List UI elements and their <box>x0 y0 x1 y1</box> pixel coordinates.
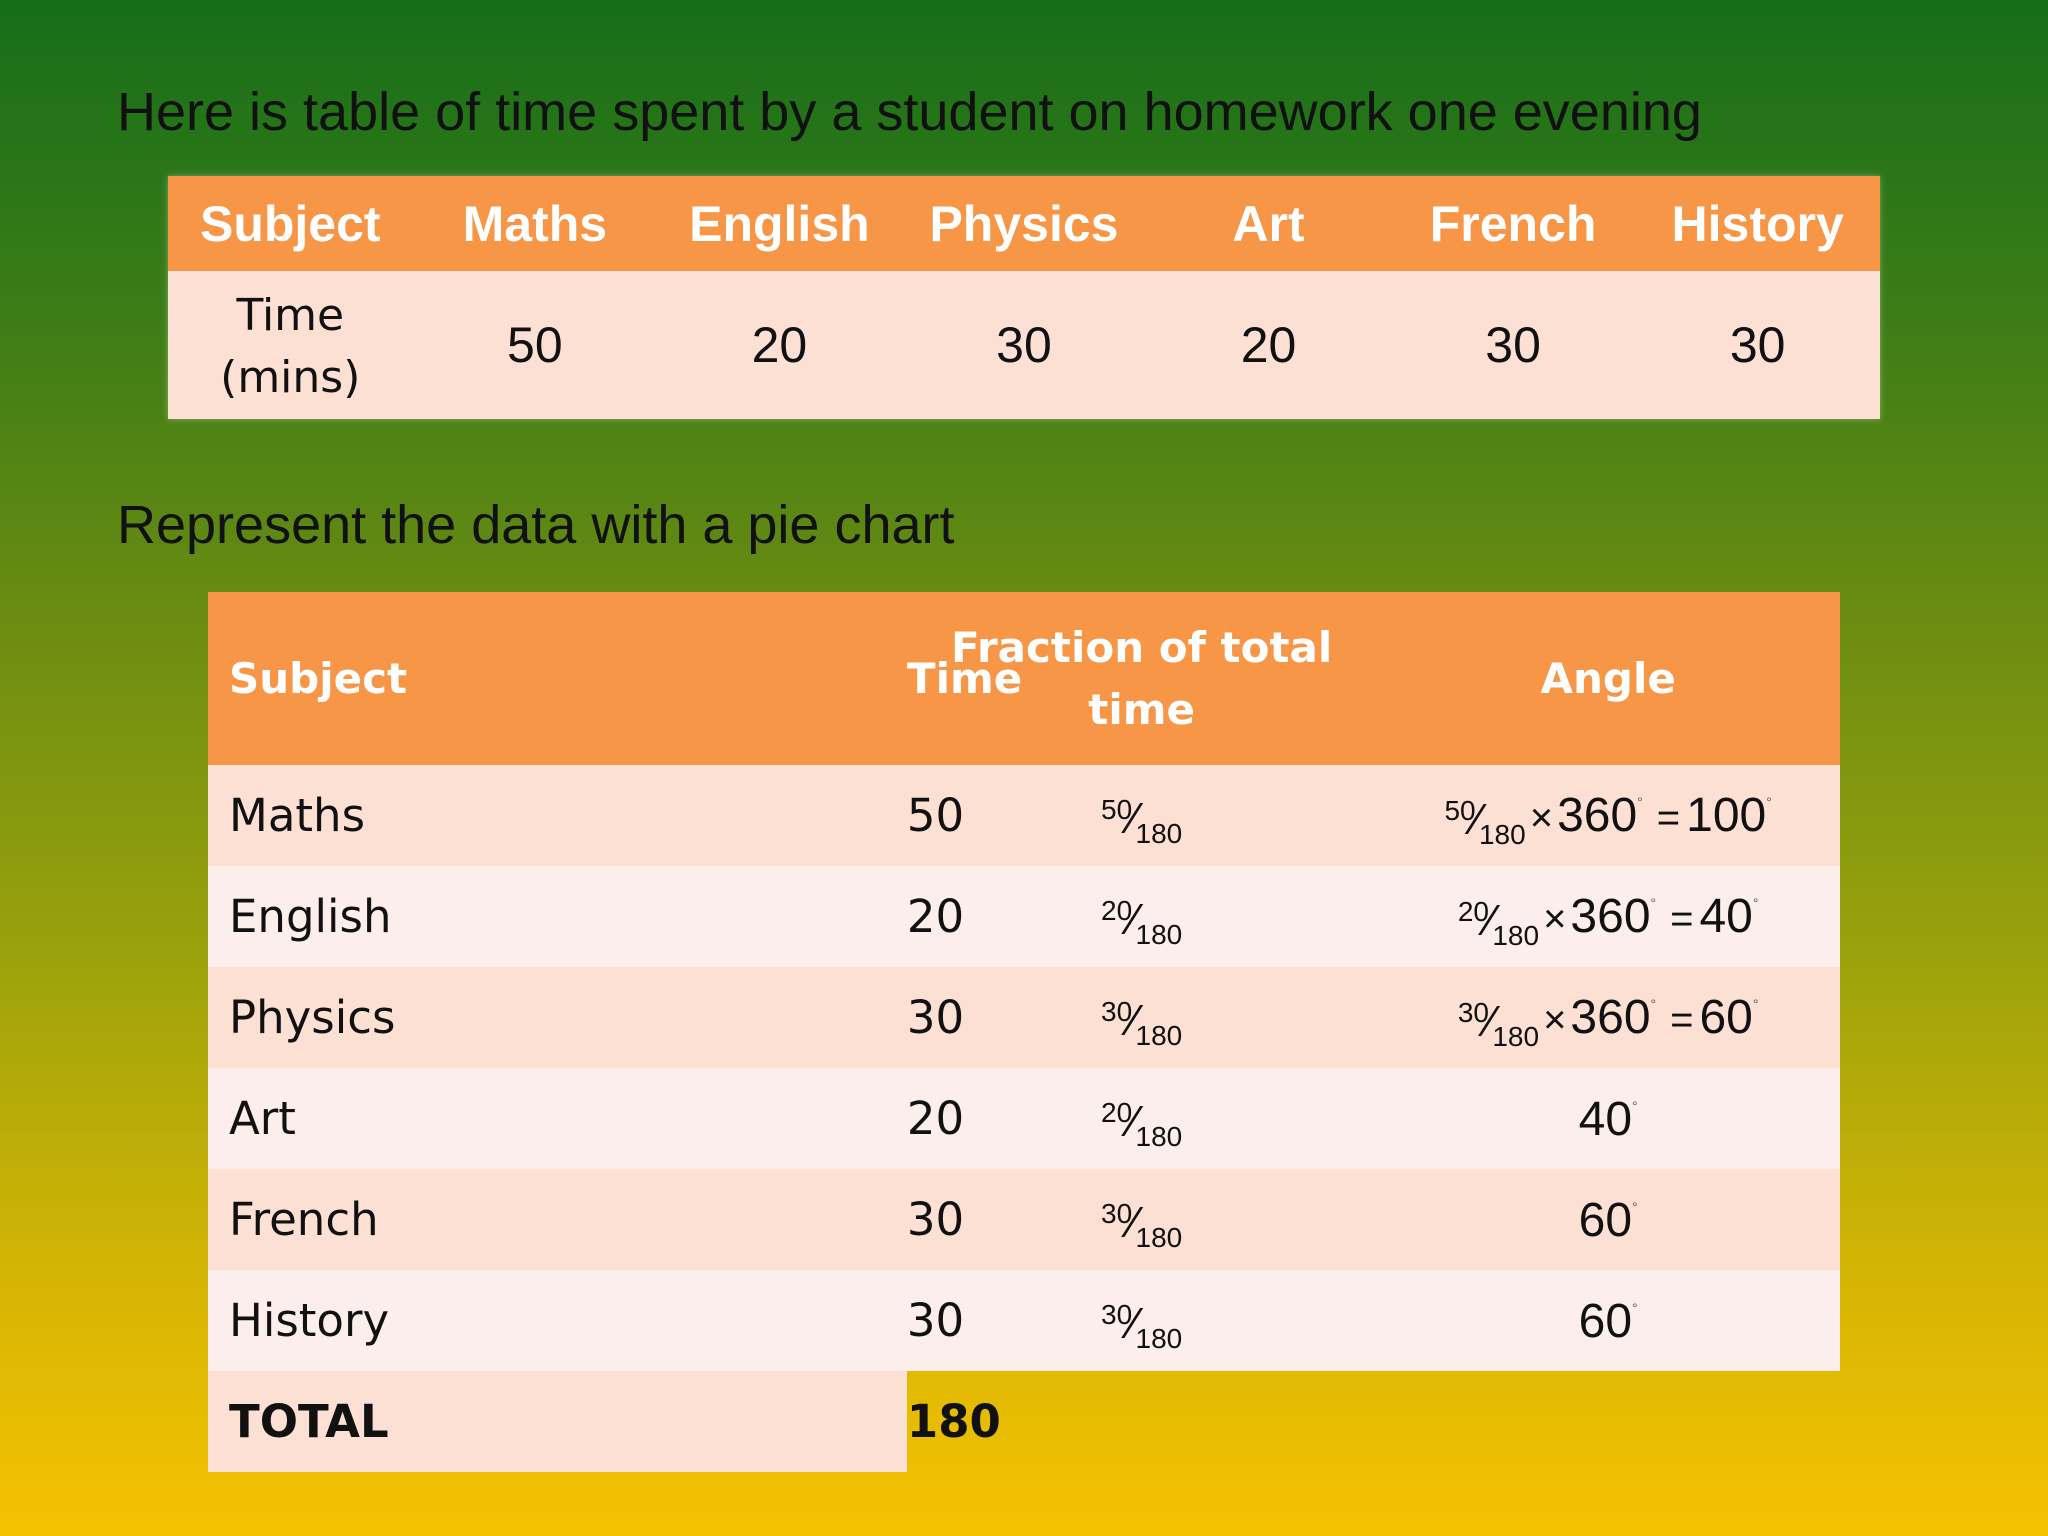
multiply-sign: × <box>1543 997 1567 1042</box>
fraction <box>1101 792 1183 849</box>
subject-header-english: English <box>657 176 902 271</box>
fraction-numerator: 20 <box>1101 1096 1133 1128</box>
time-value-art: 20 <box>1146 271 1391 419</box>
fraction-denominator: 180 <box>1135 1221 1183 1253</box>
calc-cell-angle <box>1376 1169 1840 1270</box>
degree-symbol: ° <box>1766 793 1772 810</box>
pie-chart-calculation-table <box>208 592 1840 1472</box>
angle-value <box>1579 1193 1638 1248</box>
degree-symbol: ° <box>1650 894 1657 911</box>
calc-cell-subject: History <box>208 1270 907 1371</box>
fraction-slash: ⁄ <box>1473 794 1481 844</box>
degree-symbol: ° <box>1637 793 1643 810</box>
degree-symbol: ° <box>1632 1300 1638 1317</box>
fraction-slash: ⁄ <box>1130 1096 1138 1146</box>
calc-header-angle: Angle <box>1376 592 1840 765</box>
degree-symbol: ° <box>1752 894 1759 911</box>
fraction-denominator: 180 <box>1135 817 1183 849</box>
calc-cell-angle <box>1376 866 1840 967</box>
fraction-slash: ⁄ <box>1130 894 1138 944</box>
calc-table-body <box>208 765 1840 1472</box>
multiply-sign: × <box>1543 896 1567 941</box>
fraction-slash: ⁄ <box>1130 995 1138 1045</box>
calc-cell-subject: French <box>208 1169 907 1270</box>
fraction-numerator: 30 <box>1457 996 1489 1028</box>
fraction <box>1457 995 1540 1052</box>
homework-table-time-row <box>168 271 1880 419</box>
time-value-french: 30 <box>1391 271 1636 419</box>
fraction-denominator: 180 <box>1135 918 1183 950</box>
multiply-sign: × <box>1529 795 1554 840</box>
fraction-slash: ⁄ <box>1486 996 1495 1046</box>
fraction <box>1101 1196 1183 1253</box>
calc-header-subject: Subject <box>208 592 907 765</box>
fraction-slash: ⁄ <box>1130 793 1138 843</box>
time-value-maths: 50 <box>413 271 658 419</box>
fraction-numerator: 50 <box>1101 793 1133 825</box>
fraction <box>1457 894 1540 951</box>
angle-calculation <box>1457 990 1759 1052</box>
angle-result: 40 <box>1578 1093 1633 1147</box>
time-row-label <box>168 271 413 419</box>
fraction-slash: ⁄ <box>1130 1298 1138 1348</box>
calc-table-row <box>208 765 1840 866</box>
title-homework-table: Here is table of time spent by a student on homework one evening <box>117 82 1702 142</box>
homework-table-header-row <box>168 176 1880 271</box>
calc-cell-subject: Maths <box>208 765 907 866</box>
fraction-denominator: 180 <box>1135 1322 1183 1354</box>
equals-sign: = <box>1670 896 1694 941</box>
time-row-label-line1: Time <box>236 290 345 341</box>
calc-cell-angle <box>1376 1270 1840 1371</box>
calc-cell-fraction <box>907 967 1376 1068</box>
time-value-history: 30 <box>1635 271 1880 419</box>
fraction <box>1444 793 1526 850</box>
fraction-numerator: 20 <box>1101 894 1133 926</box>
calc-table-header-row <box>208 592 1840 765</box>
calc-cell-fraction <box>907 765 1376 866</box>
angle-multiplier: 360 <box>1570 889 1651 943</box>
fraction-denominator: 180 <box>1478 818 1526 850</box>
subject-header: Subject <box>168 176 413 271</box>
calc-table-row <box>208 967 1840 1068</box>
calc-cell-subject: Physics <box>208 967 907 1068</box>
calc-table-row <box>208 866 1840 967</box>
degree-symbol: ° <box>1650 995 1657 1012</box>
fraction <box>1101 1297 1183 1354</box>
subject-header-art: Art <box>1146 176 1391 271</box>
equals-sign: = <box>1670 997 1694 1042</box>
empty-cell <box>1376 1371 1840 1472</box>
angle-result: 40 <box>1699 889 1753 943</box>
angle-result: 60 <box>1578 1295 1633 1349</box>
angle-result: 100 <box>1686 788 1767 842</box>
calc-cell-angle <box>1376 967 1840 1068</box>
fraction-numerator: 30 <box>1101 1197 1133 1229</box>
angle-calculation <box>1457 889 1759 951</box>
time-value-physics: 30 <box>902 271 1147 419</box>
angle-multiplier: 360 <box>1570 990 1651 1044</box>
total-label: TOTAL <box>208 1371 907 1472</box>
subject-header-history: History <box>1635 176 1880 271</box>
fraction-numerator: 50 <box>1444 794 1476 826</box>
subject-header-physics: Physics <box>902 176 1147 271</box>
calc-table-row <box>208 1068 1840 1169</box>
degree-symbol: ° <box>1632 1199 1638 1216</box>
angle-multiplier: 360 <box>1557 788 1638 842</box>
angle-value <box>1579 1092 1638 1147</box>
calc-header-fraction-line2: time <box>1088 684 1195 734</box>
fraction-denominator: 180 <box>1135 1120 1183 1152</box>
degree-symbol: ° <box>1632 1098 1638 1115</box>
fraction-denominator: 180 <box>1492 1020 1540 1052</box>
calc-header-fraction-line1: Fraction of total <box>950 622 1333 672</box>
subject-header-french: French <box>1391 176 1636 271</box>
calc-cell-angle <box>1376 1068 1840 1169</box>
fraction-numerator: 30 <box>1101 995 1133 1027</box>
calc-cell-subject: Art <box>208 1068 907 1169</box>
fraction-numerator: 30 <box>1101 1298 1133 1330</box>
calc-cell-fraction <box>907 1169 1376 1270</box>
degree-symbol: ° <box>1752 995 1759 1012</box>
calc-cell-subject: English <box>208 866 907 967</box>
calc-table-row <box>208 1169 1840 1270</box>
angle-result: 60 <box>1699 990 1753 1044</box>
fraction <box>1101 893 1183 950</box>
fraction <box>1101 1095 1183 1152</box>
calc-table-total-row: TOTAL 180 <box>208 1371 1840 1472</box>
time-value-english: 20 <box>657 271 902 419</box>
time-row-label-line2: (mins) <box>220 352 361 403</box>
fraction-denominator: 180 <box>1135 1019 1183 1051</box>
calc-cell-fraction <box>907 1270 1376 1371</box>
homework-time-table <box>168 176 1880 419</box>
angle-value <box>1579 1294 1638 1349</box>
calc-table-row <box>208 1270 1840 1371</box>
calc-cell-angle <box>1376 765 1840 866</box>
angle-result: 60 <box>1578 1194 1633 1248</box>
title-pie-chart-instruction: Represent the data with a pie chart <box>117 495 955 555</box>
equals-sign: = <box>1656 795 1681 840</box>
fraction-denominator: 180 <box>1492 919 1540 951</box>
calc-cell-fraction <box>907 866 1376 967</box>
fraction-numerator: 20 <box>1457 895 1489 927</box>
fraction-slash: ⁄ <box>1130 1197 1138 1247</box>
fraction <box>1101 994 1183 1051</box>
fraction-slash: ⁄ <box>1486 895 1495 945</box>
subject-header-maths: Maths <box>413 176 658 271</box>
calc-cell-fraction <box>907 1068 1376 1169</box>
angle-calculation <box>1444 788 1772 850</box>
